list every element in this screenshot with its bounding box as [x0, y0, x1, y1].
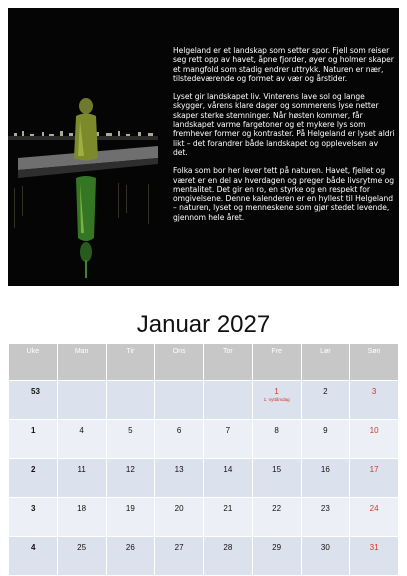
month-title: Januar 2027 [136, 311, 271, 338]
day-cell: 7 [204, 420, 253, 459]
day-cell: 6 [155, 420, 204, 459]
holiday-label: 1. nyttårsdag [263, 397, 290, 402]
intro-paragraph: Folka som bor her lever tett på naturen. Havet, fjellet og været er en del av hverdagen og preger både livsrytme og mentalitet. Det gir en ro, en styrke og en respekt for omgivelsene. Denne kalenderen er en hyllest til Helgeland – naturen, lyset og menneskene som gjør stedet levende, gjennom hele året. [173, 166, 394, 222]
calendar-header-row [9, 344, 399, 381]
calendar-week-row [9, 381, 399, 420]
day-cell [106, 381, 155, 420]
day-cell: 16 [301, 459, 350, 498]
day-cell-sunday: 24 [350, 498, 399, 537]
calendar-week-row [9, 420, 399, 459]
week-number: 2 [9, 459, 58, 498]
day-cell: 27 [155, 537, 204, 576]
day-cell-sunday: 3 [350, 381, 399, 420]
day-cell: 20 [155, 498, 204, 537]
day-cell: 9 [301, 420, 350, 459]
header-sunday: Søn [350, 344, 399, 381]
day-cell [57, 381, 106, 420]
day-cell: 5 [106, 420, 155, 459]
day-cell: 21 [204, 498, 253, 537]
day-cell: 4 [57, 420, 106, 459]
intro-text [173, 46, 395, 231]
day-cell-sunday: 10 [350, 420, 399, 459]
day-cell: 12 [106, 459, 155, 498]
day-cell: 25 [57, 537, 106, 576]
day-cell: 23 [301, 498, 350, 537]
calendar-week-row [9, 537, 399, 576]
day-cell [204, 381, 253, 420]
day-cell: 19 [106, 498, 155, 537]
day-cell [155, 381, 204, 420]
header-friday: Fre [252, 344, 301, 381]
day-cell: 22 [252, 498, 301, 537]
week-number: 1 [9, 420, 58, 459]
day-cell: 11 [57, 459, 106, 498]
day-cell: 18 [57, 498, 106, 537]
statue-illustration [8, 8, 158, 286]
day-cell: 13 [155, 459, 204, 498]
header-thursday: Tor [204, 344, 253, 381]
intro-paragraph: Lyset gir landskapet liv. Vinterens lave sol og lange skygger, vårens klare dager og sommerens lyse netter skaper sterke stemninger. Når høsten kommer, får landskapet varme fargetoner og et mykere lys som fremhever former og kontraster. På Helgeland er lyset aldri likt – det forandrer både landskapet og opplevelsen av det. [173, 92, 395, 157]
calendar-week-row [9, 459, 399, 498]
day-cell: 28 [204, 537, 253, 576]
week-number: 4 [9, 537, 58, 576]
calendar-grid [8, 344, 399, 576]
header-tuesday: Tir [106, 344, 155, 381]
header-week: Uke [9, 344, 58, 381]
day-cell-holiday [252, 381, 301, 420]
intro-paragraph: Helgeland er et landskap som setter spor. Fjell som reiser seg rett opp av havet, åpne fjorder, øyer og holmer skaper et mangfold som stadig endrer uttrykk. Naturen er nær, tilstedeværende og formet av vær og årstider. [173, 46, 394, 83]
day-cell-sunday: 17 [350, 459, 399, 498]
header-monday: Man [57, 344, 106, 381]
day-number: 1 [274, 387, 279, 396]
day-cell: 29 [252, 537, 301, 576]
week-number: 53 [9, 381, 58, 420]
calendar-week-row [9, 498, 399, 537]
week-number: 3 [9, 498, 58, 537]
day-cell: 30 [301, 537, 350, 576]
day-cell: 14 [204, 459, 253, 498]
day-cell: 2 [301, 381, 350, 420]
day-cell-sunday: 31 [350, 537, 399, 576]
day-cell: 15 [252, 459, 301, 498]
header-saturday: Lør [301, 344, 350, 381]
header-wednesday: Ons [155, 344, 204, 381]
day-cell: 26 [106, 537, 155, 576]
day-cell: 8 [252, 420, 301, 459]
cover-photo [8, 8, 399, 286]
